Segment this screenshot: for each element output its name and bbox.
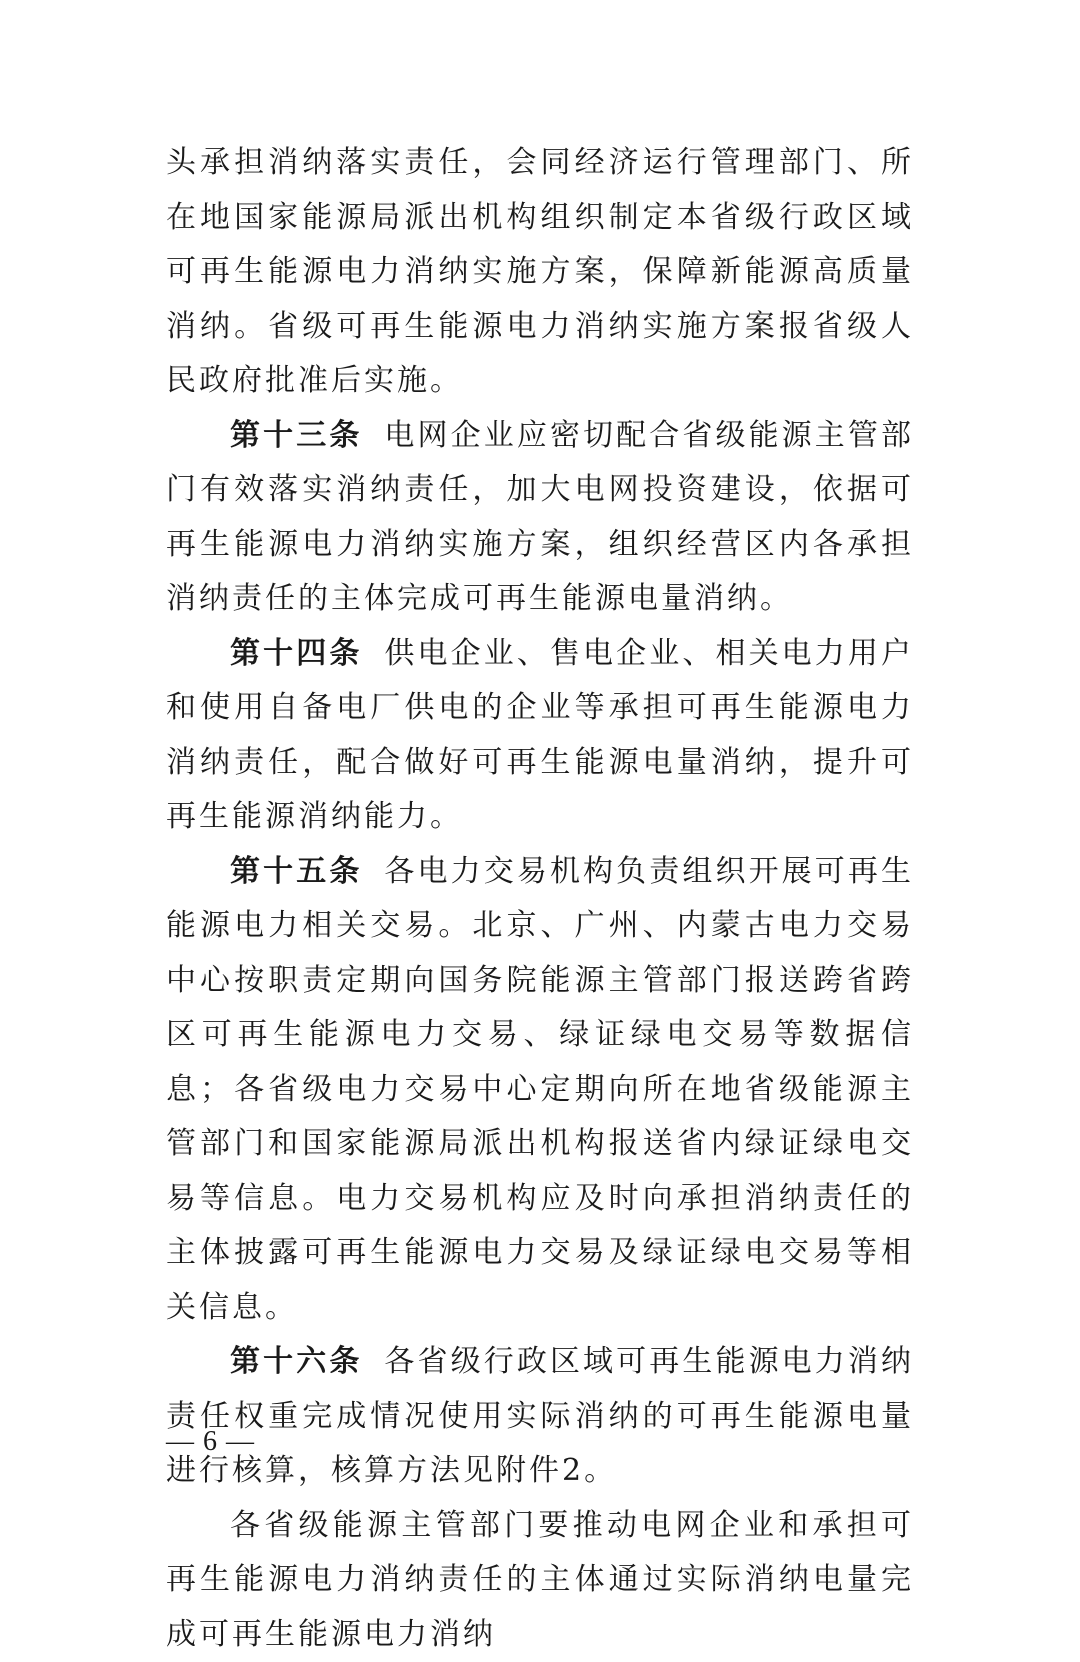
paragraph-continuation	[166, 136, 914, 409]
article-heading: 第十五条	[230, 854, 362, 889]
article-heading: 第十四条	[230, 636, 362, 671]
paragraph-consumption	[166, 1499, 914, 1662]
page-number: — 6 —	[166, 1425, 255, 1459]
paragraph-text: 头承担消纳落实责任，会同经济运行管理部门、所在地国家能源局派出机构组织制定本省级行政区域可再生能源电力消纳实施方案，保障新能源高质量消纳。省级可再生能源电力消纳实施方案报省级人民政府批准后实施。	[166, 145, 914, 398]
article-text: 电网企业应密切配合省级能源主管部门有效落实消纳责任，加大电网投资建设，依据可再生能源电力消纳实施方案，组织经营区内各承担消纳责任的主体完成可再生能源电量消纳。	[166, 418, 914, 617]
article-text: 各省级行政区域可再生能源电力消纳责任权重完成情况使用实际消纳的可再生能源电量进行核算，核算方法见附件2。	[166, 1344, 914, 1488]
article-heading: 第十六条	[230, 1344, 362, 1379]
article-text: 各电力交易机构负责组织开展可再生能源电力相关交易。北京、广州、内蒙古电力交易中心按职责定期向国务院能源主管部门报送跨省跨区可再生能源电力交易、绿证绿电交易等数据信息；各省级电力交易中心定期向所在地省级能源主管部门和国家能源局派出机构报送省内绿证绿电交易等信息。电力交易机构应及时向承担消纳责任的主体披露可再生能源电力交易及绿证绿电交易等相关信息。	[166, 854, 914, 1325]
article-heading: 第十三条	[230, 418, 362, 453]
document-body	[166, 136, 914, 1662]
paragraph-text: 各省级能源主管部门要推动电网企业和承担可再生能源电力消纳责任的主体通过实际消纳电量完成可再生能源电力消纳	[166, 1508, 914, 1652]
article-15	[166, 845, 914, 1336]
article-16	[166, 1335, 914, 1499]
article-13	[166, 409, 914, 627]
article-text: 供电企业、售电企业、相关电力用户和使用自备电厂供电的企业等承担可再生能源电力消纳责任，配合做好可再生能源电量消纳，提升可再生能源消纳能力。	[166, 636, 914, 835]
article-14	[166, 627, 914, 845]
